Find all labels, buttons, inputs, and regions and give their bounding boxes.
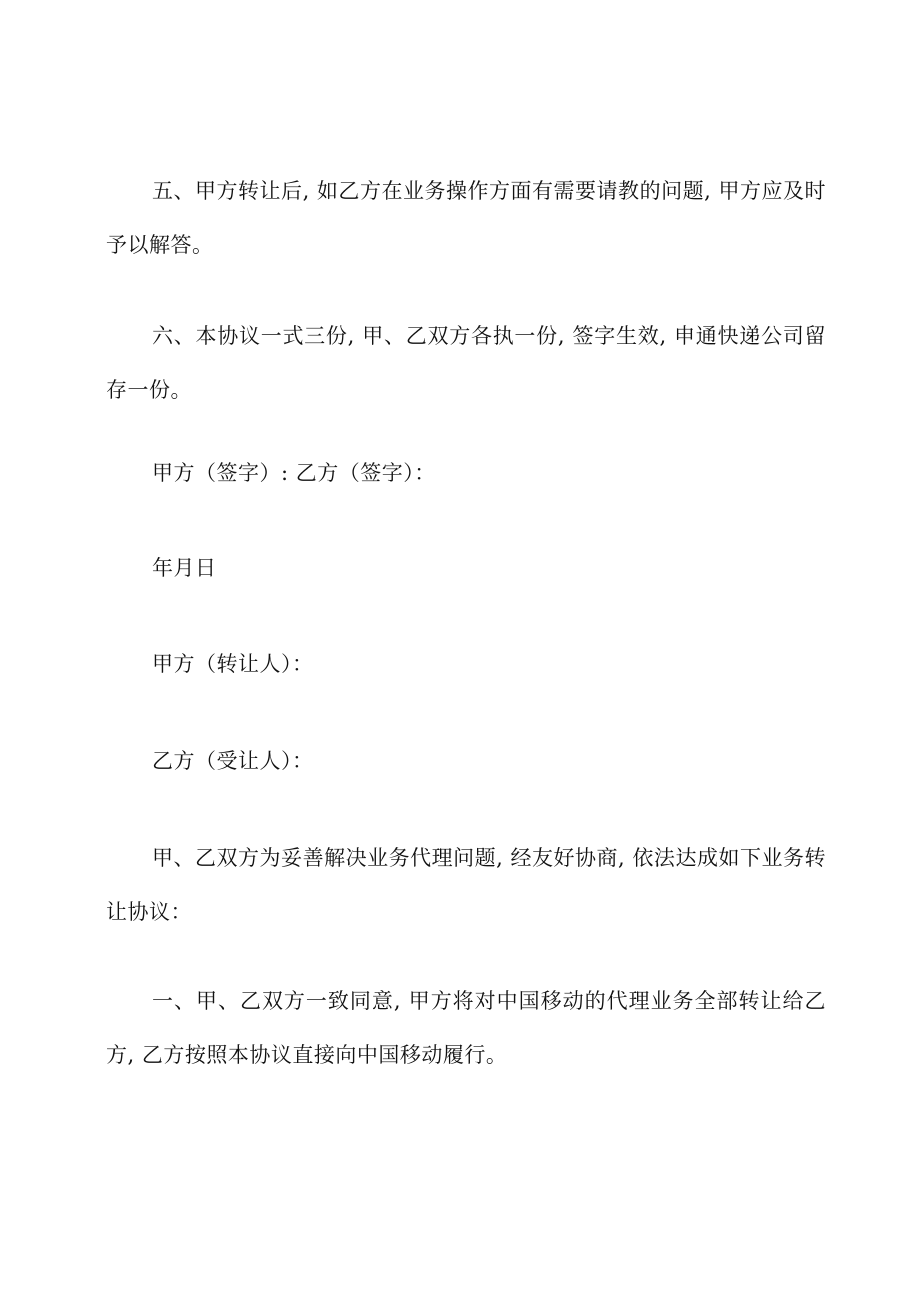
clause-six-paragraph: 六、本协议一式三份, 甲、乙双方各执一份, 签字生效, 申通快递公司留存一份。 xyxy=(106,324,826,402)
date-line: 年月日 xyxy=(152,556,217,580)
clause-one-paragraph: 一、甲、乙双方一致同意, 甲方将对中国移动的代理业务全部转让给乙方, 乙方按照本协议直接向中国移动履行。 xyxy=(106,989,826,1067)
party-b-transferee-line: 乙方（受让人）： xyxy=(152,749,314,773)
signature-line: 甲方（签字）: 乙方（签字）： xyxy=(152,461,436,485)
clause-five-paragraph: 五、甲方转让后, 如乙方在业务操作方面有需要请教的问题, 甲方应及时予以解答。 xyxy=(106,179,826,257)
party-a-transferor-line: 甲方（转让人）： xyxy=(152,652,314,676)
preamble-paragraph: 甲、乙双方为妥善解决业务代理问题, 经友好协商, 依法达成如下业务转让协议： xyxy=(106,846,826,924)
